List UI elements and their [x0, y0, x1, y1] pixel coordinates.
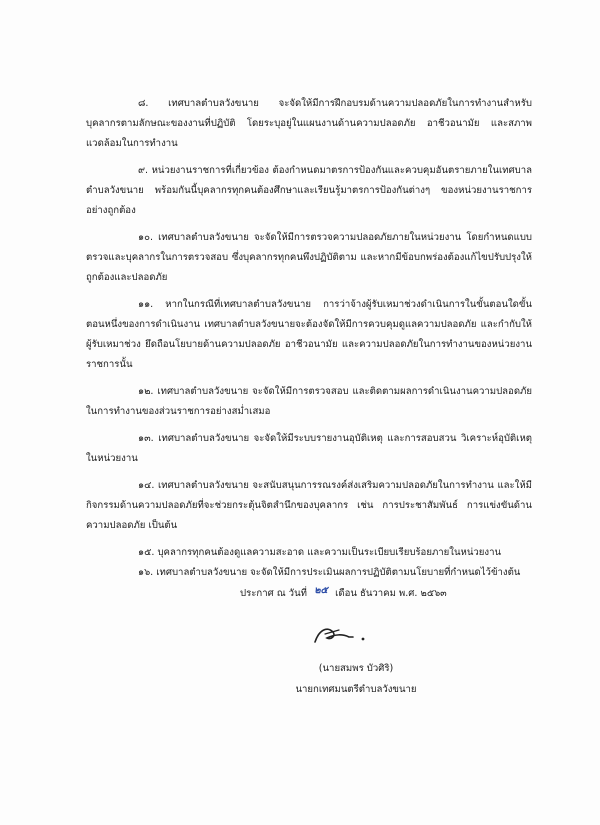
policy-item-9: ๙. หน่วยงานราชการที่เกี่ยวข้อง ต้องกำหนดมาตรการป้องกันและควบคุมอันตรายภายในเทศบาลตำบลวังขนาย พร้อมกันนี้บุคลากรทุกคนต้องศึกษาและเรียนรู้มาตรการป้องกันต่างๆ ของหน่วยงานราชการอย่างถูกต้อง [86, 165, 532, 216]
policy-item-16: ๑๖. เทศบาลตำบลวังขนาย จะจัดให้มีการประเมินผลการปฏิบัติตามนโยบายที่กำหนดไว้ข้างต้น [138, 567, 521, 578]
announcement-suffix: เดือน ธันวาคม พ.ศ. ๒๕๖๓ [335, 588, 447, 599]
signer-title: นายกเทศมนตรีตำบลวังขนาย [295, 684, 417, 695]
policy-item-12: ๑๒. เทศบาลตำบลวังขนาย จะจัดให้มีการตรวจสอบ และติดตามผลการดำเนินงานความปลอดภัยในการทำงานของส่วนราชการอย่างสม่ำเสมอ [86, 386, 532, 417]
signer-name: (นายสมพร บัวศิริ) [318, 663, 394, 674]
policy-item-8: ๘. เทศบาลตำบลวังขนาย จะจัดให้มีการฝึกอบรมด้านความปลอดภัยในการทำงานสำหรับบุคลากรตามลักษณะของงานที่ปฏิบัติ โดยระบุอยู่ในแผนงานด้านความปลอดภัย อาชีวอนามัย และสภาพแวดล้อมในการทำงาน [86, 98, 532, 149]
announcement-day: ๒๕ [314, 585, 328, 596]
announcement-line [240, 586, 447, 601]
policy-item-13: ๑๓. เทศบาลตำบลวังขนาย จะจัดให้มีระบบรายงานอุบัติเหตุ และการสอบสวน วิเคราะห์อุบัติเหตุในหน่วยงาน [86, 433, 532, 464]
policy-item-10: ๑๐. เทศบาลตำบลวังขนาย จะจัดให้มีการตรวจความปลอดภัยภายในหน่วยงาน โดยกำหนดแบบตรวจและบุคลากรในการตรวจสอบ ซึ่งบุคลากรทุกคนพึงปฏิบัติตาม และหากมีข้อบกพร่องต้องแก้ไขปรับปรุงให้ถูกต้องและปลอดภัย [86, 232, 532, 283]
policy-items [86, 94, 532, 583]
policy-item-15: ๑๕. บุคลากรทุกคนต้องดูแลความสะอาด และความเป็นระเบียบเรียบร้อยภายในหน่วยงาน [138, 547, 502, 558]
policy-item-14: ๑๔. เทศบาลตำบลวังขนาย จะสนับสนุนการรณรงค์ส่งเสริมความปลอดภัยในการทำงาน และให้มีกิจกรรมด้านความปลอดภัยที่จะช่วยกระตุ้นจิตสำนึกของบุคลากร เช่น การประชาสัมพันธ์ การแข่งขันด้านความปลอดภัย เป็นต้น [86, 480, 532, 531]
handwritten-signature [305, 620, 385, 648]
policy-item-11: ๑๑. หากในกรณีที่เทศบาลตำบลวังขนาย การว่าจ้างผู้รับเหมาช่วงดำเนินการในขั้นตอนใดขั้นตอนหนึ่งของการดำเนินงาน เทศบาลตำบลวังขนายจะต้องจัดให้มีการควบคุมดูแลความปลอดภัย และกำกับให้ผู้รับเหมาช่วง ยึดถือนโยบายด้านความปลอดภัย อาชีวอนามัย และความปลอดภัยในการทำงานของหน่วยงานราชการนั้น [86, 299, 532, 370]
announcement-prefix: ประกาศ ณ วันที่ [240, 588, 307, 599]
